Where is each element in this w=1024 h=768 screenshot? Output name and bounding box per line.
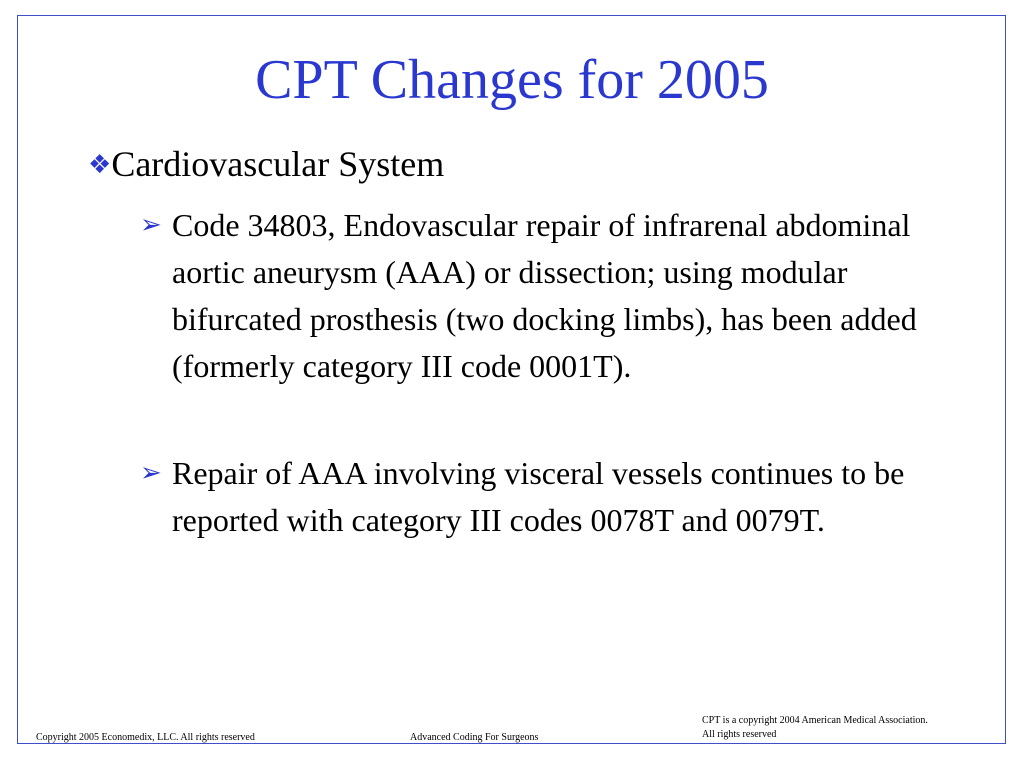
sub-bullet-2-text: Repair of AAA involving visceral vessels continues to be reported with category III codes 0078T and 0079T. <box>172 455 905 538</box>
arrow-bullet-icon: ➢ <box>140 458 162 488</box>
footer-cpt-line1: CPT is a copyright 2004 American Medical Association. <box>702 715 928 726</box>
sub-bullet-1 <box>140 202 940 390</box>
slide-title: CPT Changes for 2005 <box>255 49 769 111</box>
main-bullet-text: Cardiovascular System <box>111 144 445 184</box>
footer-cpt-line2: All rights reserved <box>702 729 777 740</box>
main-bullet <box>88 140 968 189</box>
sub-bullet-2 <box>140 450 940 544</box>
sub-bullet-1-text: Code 34803, Endovascular repair of infrarenal abdominal aortic aneurysm (AAA) or dissection; using modular bifurcated prosthesis (two docking limbs), has been added (formerly category III code 0001T). <box>172 207 917 384</box>
arrow-bullet-icon: ➢ <box>140 210 162 240</box>
footer-cpt-notice <box>702 714 992 742</box>
footer-copyright: Copyright 2005 Economedix, LLC. All rights reserved <box>36 732 255 743</box>
diamond-bullet-icon: ❖ <box>88 150 112 180</box>
footer-course-title: Advanced Coding For Surgeons <box>410 732 539 743</box>
